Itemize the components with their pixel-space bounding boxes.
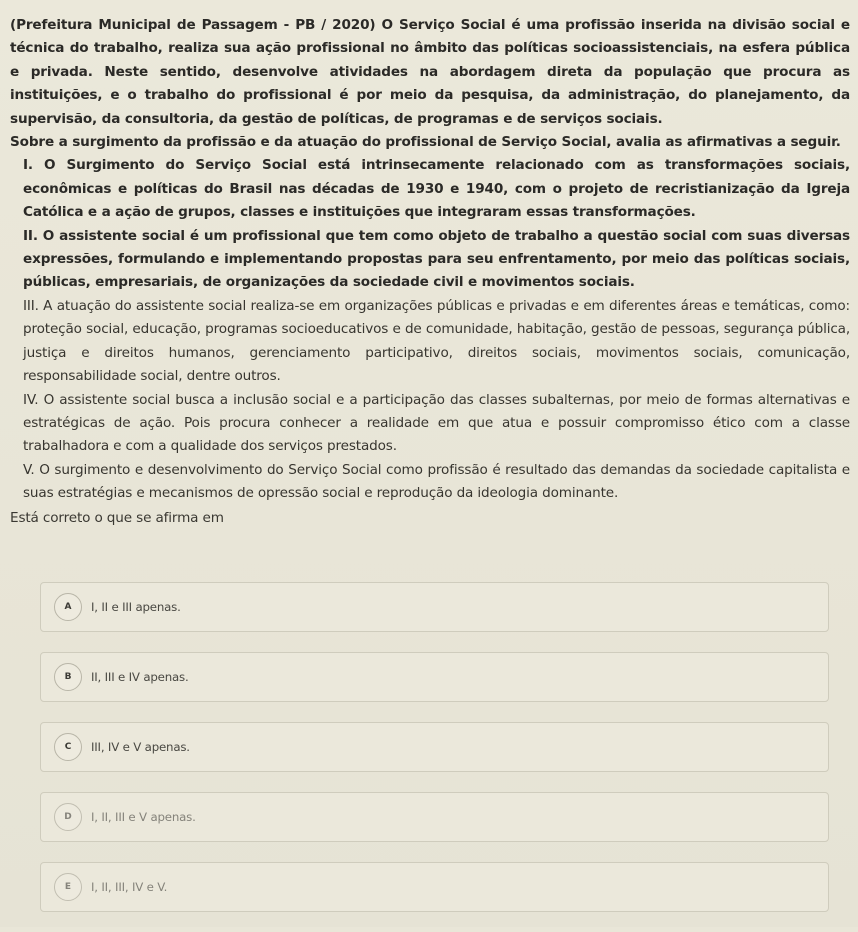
option-text-a: I, II e III apenas.	[91, 600, 181, 614]
option-text-e: I, II, III, IV e V.	[91, 880, 168, 894]
option-b[interactable]	[40, 652, 829, 702]
option-a[interactable]	[40, 582, 829, 632]
answer-options	[40, 582, 829, 932]
statement-ii: II. O assistente social é um profissional que tem como objeto de trabalho a questão social com suas diversas expressões, formulando e implementando propostas para seu enfrentamento, por meio das políticas sociais, públicas, empresariais, de organizações da sociedade civil e movimentos sociais.	[23, 227, 850, 291]
statement-iii: III. A atuação do assistente social realiza-se em organizações públicas e privadas e em diferentes áreas e temáticas, como: proteção social, educação, programas socioeducativos e de comunidade, habitação, gestão de pessoas, segurança pública, justiça e direitos humanos, gerenciamento participativo, direitos sociais, movimentos sociais, comunicação, responsabilidade social, dentre outros.	[23, 297, 850, 385]
statement-i: I. O Surgimento do Serviço Social está intrinsecamente relacionado com as transformações sociais, econômicas e políticas do Brasil nas décadas de 1930 e 1940, com o projeto de recristianização da Igreja Católica e a ação de grupos, classes e instituições que integraram essas transformações.	[23, 157, 850, 221]
question-block	[10, 14, 850, 530]
option-letter-c: C	[54, 733, 82, 761]
option-e[interactable]	[40, 862, 829, 912]
option-text-c: III, IV e V apenas.	[91, 740, 190, 754]
question-intro: (Prefeitura Municipal de Passagem - PB / 2020) O Serviço Social é uma profissão inserida na divisão social e técnica do trabalho, realiza sua ação profissional no âmbito das políticas socioassistenciais, na esfera pública e privada. Neste sentido, desenvolve atividades na abordagem direta da população que procura as instituições, e o trabalho do profissional é por meio da pesquisa, da administração, do planejamento, da supervisão, da consultoria, da gestão de políticas, de programas e de serviços sociais.	[10, 17, 850, 127]
option-letter-d: D	[54, 803, 82, 831]
option-text-d: I, II, III e V apenas.	[91, 810, 196, 824]
statement-v: V. O surgimento e desenvolvimento do Serviço Social como profissão é resultado das demandas da sociedade capitalista e suas estratégias e mecanismos de opressão social e reprodução da ideologia dominante.	[23, 461, 850, 502]
option-letter-a: A	[54, 593, 82, 621]
option-d[interactable]	[40, 792, 829, 842]
question-prompt: Está correto o que se afirma em	[10, 509, 224, 526]
option-letter-b: B	[54, 663, 82, 691]
question-lead: Sobre a surgimento da profissão e da atuação do profissional de Serviço Social, avalia as afirmativas a seguir.	[10, 134, 841, 151]
statement-iv: IV. O assistente social busca a inclusão social e a participação das classes subalternas, por meio de formas alternativas e estratégicas de ação. Pois procura conhecer a realidade em que atua e possuir compromisso ético com a classe trabalhadora e com a qualidade dos serviços prestados.	[23, 391, 850, 455]
option-c[interactable]	[40, 722, 829, 772]
option-text-b: II, III e IV apenas.	[91, 670, 189, 684]
option-letter-e: E	[54, 873, 82, 901]
